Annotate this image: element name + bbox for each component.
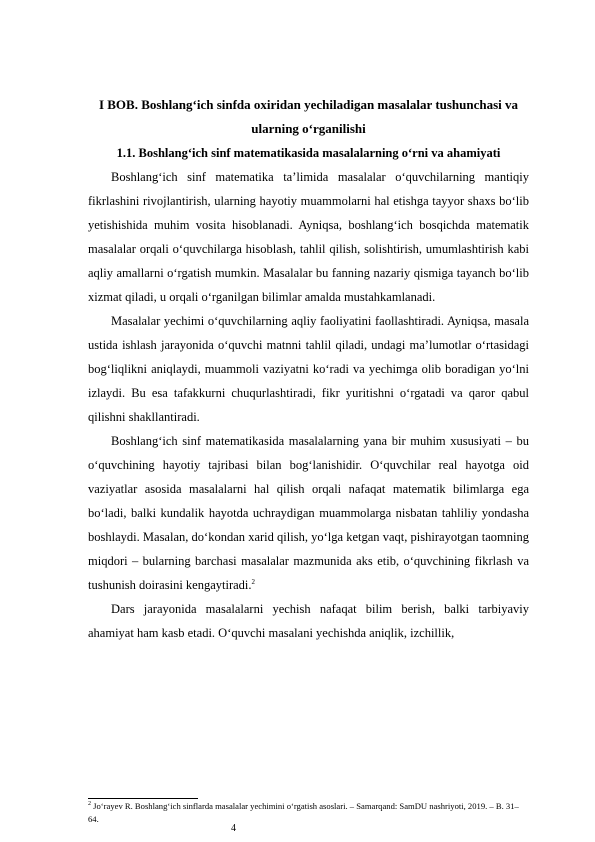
body-text bbox=[88, 165, 529, 645]
paragraph: Dars jarayonida masalalarni yechish nafaqat bilim berish, balki tarbiyaviy ahamiyat ham kasb etadi. O‘quvchi masalani yechishda aniqlik, izchillik, bbox=[88, 602, 529, 640]
paragraph: Boshlang‘ich sinf matematika ta’limida masalalar o‘quvchilarning mantiqiy fikrlashini rivojlantirish, ularning hayotiy muammolarni hal etishga tayyor shaxs bo‘lib yetishishida muhim vosita hisoblanadi. Ayniqsa, boshlang‘ich bosqichda matematik masalalar orqali o‘quvchilarga hisoblash, tahlil qilish, solishtirish, umumlashtirish kabi aqliy amallarni o‘rgatish mumkin. Masalalar bu fanning nazariy qismiga tayanch bo‘lib xizmat qiladi, u orqali o‘rganilgan bilimlar amalda mustahkamlanadi. bbox=[88, 170, 529, 304]
paragraph-text: Boshlang‘ich sinf matematikasida masalalarning yana bir muhim xususiyati – bu o‘quvchining hayotiy tajribasi bilan bog‘lanishidir. O‘quvchilar real hayotga oid vaziyatlar asosida masalalarni hal qilish orqali nafaqat matematik bilimlarga ega bo‘ladi, balki kundalik hayotda uchraydigan muammolarga nisbatan tahliliy yondasha boshlaydi. Masalan, do‘kondan xarid qilish, yo‘lga ketgan vaqt, pishirayotgan taomning miqdori – bularning barchasi masalalar mazmunida aks etib, o‘quvchining fikrlash va tushunish doirasini kengaytiradi. bbox=[88, 434, 529, 592]
footnote-divider bbox=[88, 798, 198, 799]
chapter-title: I BOB. Boshlang‘ich sinfda oxiridan yechiladigan masalalar tushunchasi va ularning o‘rganilishi bbox=[98, 97, 519, 136]
footnote-text: Jo‘rayev R. Boshlang‘ich sinflarda masalalar yechimini o‘rgatish asoslari. – Samarqand: SamDU nashriyoti, 2019. – B. 31–64. bbox=[88, 801, 519, 824]
paragraph: Masalalar yechimi o‘quvchilarning aqliy faoliyatini faollashtiradi. Ayniqsa, masala ustida ishlash jarayonida o‘quvchi matnni tahlil qiladi, undagi ma’lumotlar o‘rtasidagi bog‘liqlikni aniqlaydi, muammoli vaziyatni ko‘radi va yechimga olib boradigan yo‘lni izlaydi. Bu esa tafakkurni chuqurlashtiradi, fikr yuritishni o‘rgatadi va qaror qabul qilishni shakllantiradi. bbox=[88, 314, 529, 424]
paragraph bbox=[88, 429, 529, 597]
section-title: 1.1. Boshlang‘ich sinf matematikasida masalalarning o‘rni va ahamiyati bbox=[116, 146, 501, 160]
footnote bbox=[88, 800, 529, 825]
footnote-reference[interactable]: 2 bbox=[251, 577, 256, 586]
page-number: 4 bbox=[231, 823, 236, 834]
footnote-marker: 2 bbox=[88, 801, 91, 808]
